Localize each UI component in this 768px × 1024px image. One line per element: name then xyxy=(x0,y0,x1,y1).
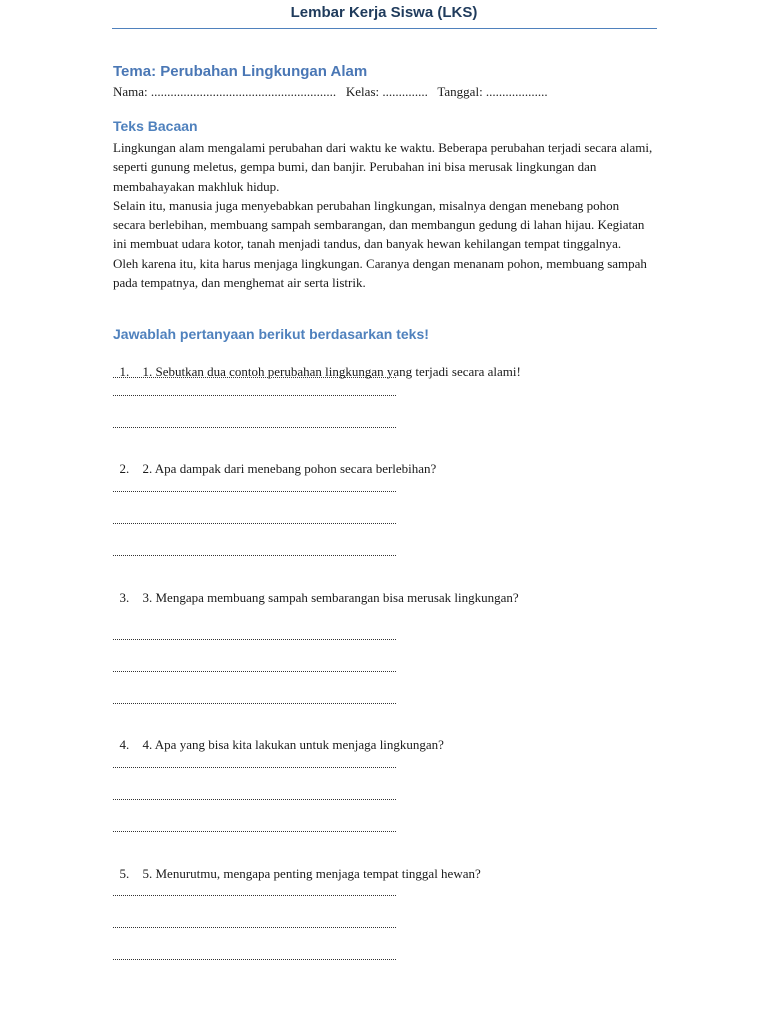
reading-paragraph: Oleh karena itu, kita harus menjaga lingkungan. Caranya dengan menanam pohon, membuang sampah pada tempatnya, dan menghemat air serta listrik. xyxy=(113,255,647,291)
answer-line[interactable] xyxy=(113,395,396,396)
question-item xyxy=(113,721,444,753)
question-text: 1. Sebutkan dua contoh perubahan lingkungan yang terjadi secara alami! xyxy=(142,364,521,379)
answer-line[interactable] xyxy=(113,639,396,640)
question-number: 1. xyxy=(119,364,130,379)
answer-line[interactable] xyxy=(113,959,396,960)
answer-line[interactable] xyxy=(113,555,396,556)
question-text: 2. Apa dampak dari menebang pohon secara berlebihan? xyxy=(142,461,437,476)
reading-heading: Teks Bacaan xyxy=(113,118,198,134)
answer-line[interactable] xyxy=(113,927,396,928)
answer-line[interactable] xyxy=(113,831,396,832)
question-item xyxy=(113,850,481,882)
answer-line[interactable] xyxy=(113,703,396,704)
question-item xyxy=(113,348,521,380)
answer-line[interactable] xyxy=(113,377,396,378)
question-number: 2. xyxy=(119,461,130,476)
question-item xyxy=(113,574,519,606)
student-identity-line: Nama: ......................................................... Kelas: .............. Tanggal: ................... xyxy=(113,84,548,99)
reading-text xyxy=(113,138,653,292)
answer-line[interactable] xyxy=(113,523,396,524)
reading-paragraph: Lingkungan alam mengalami perubahan dari waktu ke waktu. Beberapa perubahan terjadi secara alami, seperti gunung meletus, gempa bumi, dan banjir. Perubahan ini bisa merusak lingkungan dan membahayakan makhluk hidup. xyxy=(113,140,653,194)
question-number: 5. xyxy=(119,866,130,881)
answer-line[interactable] xyxy=(113,491,396,492)
answer-line[interactable] xyxy=(113,799,396,800)
question-number: 3. xyxy=(119,590,130,605)
worksheet-title: Lembar Kerja Siswa (LKS) xyxy=(290,4,478,21)
answer-line[interactable] xyxy=(113,895,396,896)
question-text: 4. Apa yang bisa kita lakukan untuk menjaga lingkungan? xyxy=(142,737,444,752)
questions-heading: Jawablah pertanyaan berikut berdasarkan teks! xyxy=(113,326,429,342)
question-text: 3. Mengapa membuang sampah sembarangan bisa merusak lingkungan? xyxy=(142,590,519,605)
title-divider xyxy=(112,28,657,29)
question-item xyxy=(113,445,436,477)
theme-heading: Tema: Perubahan Lingkungan Alam xyxy=(113,63,368,80)
reading-paragraph: Selain itu, manusia juga menyebabkan perubahan lingkungan, misalnya dengan menebang pohon secara berlebihan, membuang sampah sembarangan, dan membangun gedung di lahan hijau. Kegiatan ini membuat udara kotor, tanah menjadi tandus, dan banyak hewan kehilangan tempat tinggalnya. xyxy=(113,197,645,252)
question-text: 5. Menurutmu, mengapa penting menjaga tempat tinggal hewan? xyxy=(142,866,481,881)
answer-line[interactable] xyxy=(113,671,396,672)
question-number: 4. xyxy=(119,737,130,752)
answer-line[interactable] xyxy=(113,427,396,428)
answer-line[interactable] xyxy=(113,767,396,768)
